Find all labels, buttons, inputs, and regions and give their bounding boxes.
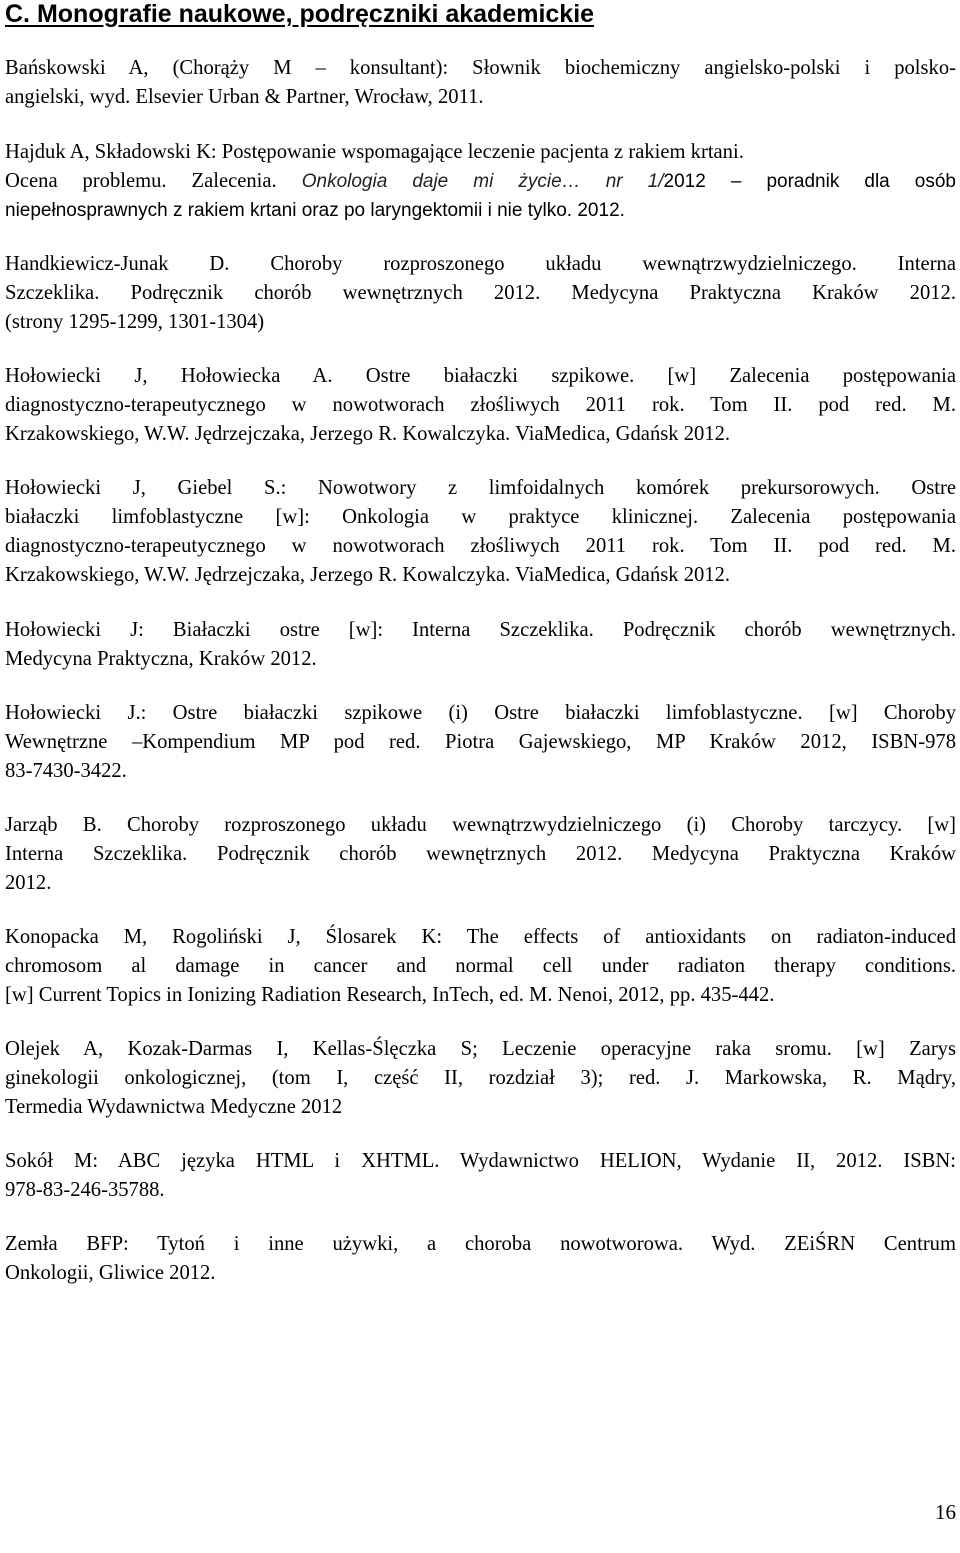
reference-entry: Konopacka M, Rogoliński J, Ślosarek K: The effects of antioxidants on radiaton-induced chromosom al damage in cancer and normal cell under radiaton therapy conditions. [w] Current Topics in Ionizing Radiation Research, InTech, ed. M. Nenoi, 2012, pp. 435-442. [5, 926, 956, 1006]
reference-entry: Hołowiecki J.: Ostre białaczki szpikowe (i) Ostre białaczki limfoblastyczne. [w] Choroby Wewnętrzne –Kompendium MP pod red. Piotra Gajewskiego, MP Kraków 2012, ISBN-978 83-7430-3422. [5, 702, 956, 782]
reference-entry: Olejek A, Kozak-Darmas I, Kellas-Ślęczka S; Leczenie operacyjne raka sromu. [w] Zarys ginekologii onkologicznej, (tom I, część II, rozdział 3); red. J. Markowska, R. Mądry, Termedia Wydawnictwa Medyczne 2012 [5, 1038, 956, 1118]
reference-entry: Hołowiecki J: Białaczki ostre [w]: Interna Szczeklika. Podręcznik chorób wewnętrznych. Medycyna Praktyczna, Kraków 2012. [5, 619, 956, 670]
reference-entry: Bańskowski A, (Chorąży M – konsultant): Słownik biochemiczny angielsko-polski i polsko- angielski, wyd. Elsevier Urban & Partner, Wrocław, 2011. [5, 57, 956, 108]
reference-entry: Sokół M: ABC języka HTML i XHTML. Wydawnictwo HELION, Wydanie II, 2012. ISBN: 978-83-246-35788. [5, 1150, 956, 1201]
section-heading: C. Monografie naukowe, podręczniki akademickie [5, 0, 595, 28]
page-number: 16 [935, 1500, 956, 1524]
reference-entry: Zemła BFP: Tytoń i inne używki, a choroba nowotworowa. Wyd. ZEiŚRN Centrum Onkologii, Gliwice 2012. [5, 1233, 956, 1284]
reference-entry: Jarząb B. Choroby rozproszonego układu wewnątrzwydzielniczego (i) Choroby tarczycy. [w] Interna Szczeklika. Podręcznik chorób wewnętrznych 2012. Medycyna Praktyczna Kraków 2012. [5, 814, 956, 894]
reference-entry: Hołowiecki J, Hołowiecka A. Ostre białaczki szpikowe. [w] Zalecenia postępowania diagnostyczno-terapeutycznego w nowotworach złośliwych 2011 rok. Tom II. pod red. M. Krzakowskiego, W.W. Jędrzejczaka, Jerzego R. Kowalczyka. ViaMedica, Gdańsk 2012. [5, 365, 956, 445]
reference-entry: Hołowiecki J, Giebel S.: Nowotwory z limfoidalnych komórek prekursorowych. Ostre białaczki limfoblastyczne [w]: Onkologia w praktyce klinicznej. Zalecenia postępowania diagnostyczno-terapeutycznego w nowotworach złośliwych 2011 rok. Tom II. pod red. M. Krzakowskiego, W.W. Jędrzejczaka, Jerzego R. Kowalczyka. ViaMedica, Gdańsk 2012. [5, 477, 956, 586]
reference-entry: Handkiewicz-Junak D. Choroby rozproszonego układu wewnątrzwydzielniczego. Interna Szczeklika. Podręcznik chorób wewnętrznych 2012. Medycyna Praktyczna Kraków 2012. (strony 1295-1299, 1301-1304) [5, 253, 956, 333]
reference-entry: Hajduk A, Składowski K: Postępowanie wspomagające leczenie pacjenta z rakiem krtani. Ocena problemu. Zalecenia. Onkologia daje mi życie… nr 1/2012 – poradnik dla osób niepełnosprawnych z rakiem krtani oraz po laryngektomii i nie tylko. 2012. [5, 141, 956, 221]
